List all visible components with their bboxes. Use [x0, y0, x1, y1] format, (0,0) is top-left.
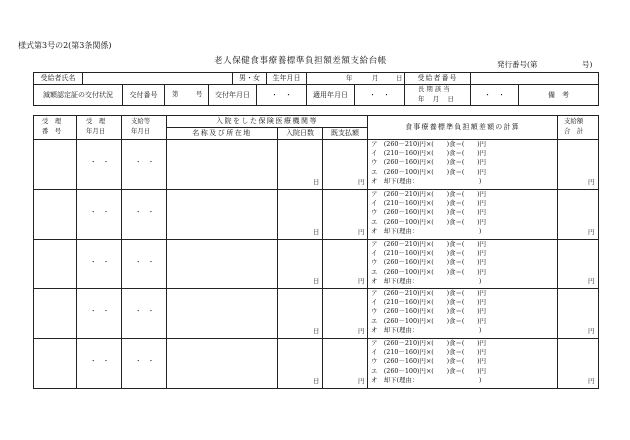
calc-line: オ 却下(理由： )	[371, 276, 482, 285]
paid-unit: 円	[358, 377, 365, 385]
paid-unit: 円	[358, 228, 365, 236]
col-receipt-no-1: 受 理	[42, 117, 62, 125]
calc-line: ウ (260－160)円×( )食＝( )円	[371, 208, 487, 217]
calc-line: イ (210－160)円×( )食＝( )円	[371, 348, 487, 357]
col-pay-date-2: 年月日	[131, 127, 151, 135]
pay-date-field[interactable]: ・ ・	[135, 158, 155, 166]
col-days: 入院日数	[286, 129, 314, 137]
form-number: 様式第3号の2(第3条関係)	[18, 41, 112, 50]
col-hospital-name: 名称及び所在地	[192, 129, 252, 137]
calc-line: ウ (260－160)円×( )食＝( )円	[371, 307, 487, 316]
calc-line: イ (210－160)円×( )食＝( )円	[371, 149, 487, 158]
col-total-2: 合 計	[564, 127, 584, 135]
recipient-number-label: 受給者番号	[417, 74, 458, 82]
issue-date-field[interactable]: ・ ・	[271, 90, 292, 99]
col-pay-date-1: 支給等	[131, 117, 151, 125]
receipt-date-field[interactable]: ・ ・	[90, 357, 110, 365]
calc-line: ア (260－210)円×( )食＝( )円	[371, 339, 487, 347]
calc-line: ア (260－210)円×( )食＝( )円	[371, 140, 487, 148]
days-unit: 日	[313, 178, 320, 186]
calc-line: イ (210－160)円×( )食＝( )円	[371, 298, 487, 307]
receipt-date-field[interactable]: ・ ・	[90, 208, 110, 216]
calc-line: ウ (260－160)円×( )食＝( )円	[371, 258, 487, 267]
total-unit: 円	[588, 327, 595, 335]
calc-line: オ 却下(理由： )	[371, 226, 482, 235]
col-total-1: 支給額	[564, 117, 584, 125]
calc-line: オ 却下(理由： )	[371, 176, 482, 185]
issue-go: 号	[196, 90, 203, 98]
total-unit: 円	[588, 228, 595, 236]
remarks-label: 備 考	[548, 90, 569, 99]
col-receipt-date-2: 年月日	[86, 127, 106, 135]
total-unit: 円	[588, 178, 595, 186]
issue-number-label: 発行番号(第	[497, 60, 538, 69]
calc-line: エ (260－100)円×( )食＝( )円	[371, 267, 487, 276]
days-unit: 日	[313, 228, 320, 236]
pay-date-field[interactable]: ・ ・	[135, 357, 155, 365]
col-calc: 食事療養標準負担額差額の計算	[405, 123, 520, 131]
paid-unit: 円	[358, 178, 365, 186]
paid-unit: 円	[358, 327, 365, 335]
calc-line: ウ (260－160)円×( )食＝( )円	[371, 158, 487, 167]
calc-line: イ (210－160)円×( )食＝( )円	[371, 249, 487, 258]
days-unit: 日	[313, 327, 320, 335]
calc-line: ウ (260－160)円×( )食＝( )円	[371, 357, 487, 366]
calc-line: エ (260－100)円×( )食＝( )円	[371, 167, 487, 176]
calc-line: エ (260－100)円×( )食＝( )円	[371, 316, 487, 325]
dob-label: 生年月日	[272, 74, 301, 82]
receipt-date-field[interactable]: ・ ・	[90, 258, 110, 266]
dob-day: 日	[396, 74, 403, 82]
receipt-date-field[interactable]: ・ ・	[90, 307, 110, 315]
calc-block	[371, 140, 486, 186]
calc-line: ア (260－210)円×( )食＝( )円	[371, 289, 487, 297]
issue-dai: 第	[172, 90, 179, 98]
pay-date-field[interactable]: ・ ・	[135, 208, 155, 216]
page-title: 老人保健食事療養標準負担額差額支給台帳	[214, 56, 387, 66]
calc-block	[371, 339, 486, 385]
calc-line: ア (260－210)円×( )食＝( )円	[371, 190, 487, 198]
col-receipt-date-1: 受 理	[86, 117, 106, 125]
sex-field[interactable]: 男・女	[239, 74, 260, 82]
col-hospital-group: 入院をした保険医療機関等	[216, 117, 318, 125]
long-term-date-label: 年 月 日	[418, 95, 455, 103]
calc-line: ア (260－210)円×( )食＝( )円	[371, 240, 487, 248]
days-unit: 日	[313, 277, 320, 285]
col-receipt-no-2: 番 号	[42, 127, 62, 135]
calc-line: オ 却下(理由： )	[371, 375, 482, 384]
total-unit: 円	[588, 377, 595, 385]
long-term-date-field[interactable]: ・ ・	[484, 90, 505, 99]
col-paid: 既支払額	[331, 129, 359, 137]
paid-unit: 円	[358, 277, 365, 285]
dob-month: 月	[372, 74, 379, 82]
recipient-name-label: 受給者氏名	[40, 74, 76, 82]
issue-number-label-2: 交付番号	[129, 90, 158, 99]
recipient-name-field[interactable]	[83, 72, 232, 84]
apply-date-label: 適用年月日	[313, 90, 348, 99]
calc-line: イ (210－160)円×( )食＝( )円	[371, 199, 487, 208]
total-unit: 円	[588, 277, 595, 285]
calc-line: オ 却下(理由： )	[371, 325, 482, 334]
apply-date-field[interactable]: ・ ・	[369, 90, 390, 99]
calc-block	[371, 289, 486, 335]
issue-date-label: 交付年月日	[215, 90, 250, 99]
long-term-label: 長期該当	[418, 85, 452, 93]
days-unit: 日	[313, 377, 320, 385]
dob-year: 年	[346, 74, 353, 82]
pay-date-field[interactable]: ・ ・	[135, 307, 155, 315]
calc-block	[371, 240, 486, 286]
calc-line: エ (260－100)円×( )食＝( )円	[371, 366, 487, 375]
issue-number-suffix: 号)	[582, 60, 593, 69]
pay-date-field[interactable]: ・ ・	[135, 258, 155, 266]
receipt-date-field[interactable]: ・ ・	[90, 158, 110, 166]
reduction-cert-label: 減額認定証の交付状況	[43, 90, 113, 99]
recipient-number-field[interactable]	[471, 72, 598, 84]
calc-line: エ (260－100)円×( )食＝( )円	[371, 217, 487, 226]
calc-block	[371, 190, 486, 236]
